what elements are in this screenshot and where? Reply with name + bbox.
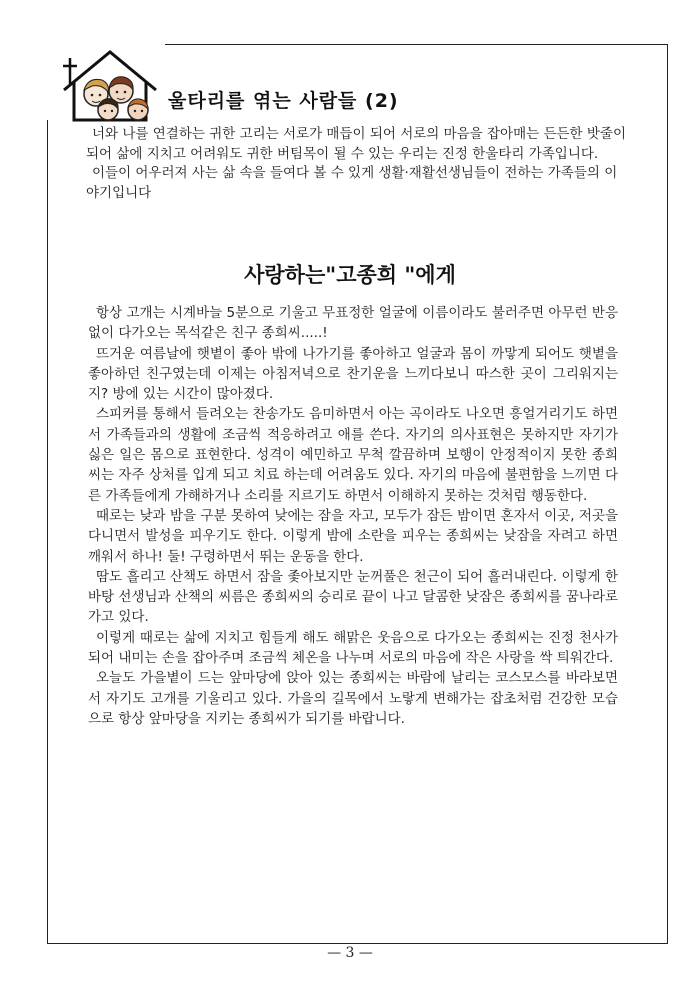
body-paragraph: 스피커를 통해서 들려오는 찬송가도 음미하면서 아는 곡이라도 나오면 흥얼거리기도 하면서 가족들과의 생활에 조금씩 적응하려고 애를 쓴다. 자기의 의사표현은 못하지만 자기가 싫은 일은 몸으로 표현한다. 성격이 예민하고 무척 깔끔하며 보행이 안정적이지 못한 종희씨는 자주 상처를 입게 되고 치료 하는데 어려움도 있다. 자기의 마음에 불편함을 느끼면 다른 가족들에게 가해하거나 소리를 지르기도 하면서 이해하지 못하는 것처럼 행동한다.: [88, 406, 618, 504]
intro-text: [86, 125, 626, 203]
frame-left-border: [47, 120, 48, 944]
body-paragraph: 이렇게 때로는 삶에 지치고 힘들게 해도 해맑은 웃음으로 다가오는 종희씨는 진정 천사가 되어 내미는 손을 잡아주며 조금씩 체온을 나누며 서로의 마음에 작은 사랑을 싹 틔워간다.: [88, 629, 618, 667]
intro-paragraph: 이들이 어우러져 사는 삶 속을 들여다 볼 수 있게 생활·재활선생님들이 전하는 가족들의 이야기입니다: [86, 165, 618, 201]
body-paragraph: 뜨거운 여름날에 햇볕이 좋아 밖에 나가기를 좋아하고 얼굴과 몸이 까맣게 되어도 햇볕을 좋아하던 친구였는데 이제는 아침저녁으로 찬기운을 느끼다보니 따스한 곳이 그리워지는지? 방에 있는 시간이 많아졌다.: [88, 345, 618, 403]
body-paragraph: 항상 고개는 시계바늘 5분으로 기울고 무표정한 얼굴에 이름이라도 불러주면 아무런 반응 없이 다가오는 목석같은 친구 종희씨.....!: [88, 305, 618, 342]
section-title: 울타리를 엮는 사람들 (2): [168, 90, 399, 112]
intro-paragraph: 너와 나를 연결하는 귀한 고리는 서로가 매듭이 되어 서로의 마음을 잡아매는 든든한 밧줄이 되어 삶에 지치고 어려워도 귀한 버팀목이 될 수 있는 우리는 진정 한울타리 가족입니다.: [86, 126, 627, 162]
frame-right-border: [667, 44, 668, 944]
frame-top-border: [165, 44, 668, 45]
house-family-logo: [58, 44, 162, 124]
article-body: [88, 303, 618, 729]
body-paragraph: 때로는 낮과 밤을 구분 못하여 낮에는 잠을 자고, 모두가 잠든 밤이면 혼자서 이곳, 저곳을 다니면서 발성을 피우기도 한다. 이렇게 밤에 소란을 피우는 종희씨는 낮잠을 자려고 하면 깨워서 하나! 둘! 구령하면서 뛰는 운동을 한다.: [88, 507, 618, 565]
page-number: — 3 —: [327, 945, 373, 961]
body-paragraph: 땀도 흘리고 산책도 하면서 잠을 좇아보지만 눈꺼풀은 천근이 되어 흘러내린다. 이렇게 한바탕 선생님과 산책의 씨름은 종희씨의 승리로 끝이 나고 달콤한 낮잠은 종희씨를 꿈나라로 가고 있다.: [88, 568, 618, 626]
article-title: 사랑하는"고종희 "에게: [244, 263, 456, 287]
frame-bottom-border: [47, 943, 668, 944]
body-paragraph: 오늘도 가을볕이 드는 앞마당에 앉아 있는 종희씨는 바람에 날리는 코스모스를 바라보면서 자기도 고개를 기울리고 있다. 가을의 길목에서 노랗게 변해가는 잡초처럼 건강한 모습으로 항상 앞마당을 지키는 종희씨가 되기를 바랍니다.: [88, 670, 618, 727]
